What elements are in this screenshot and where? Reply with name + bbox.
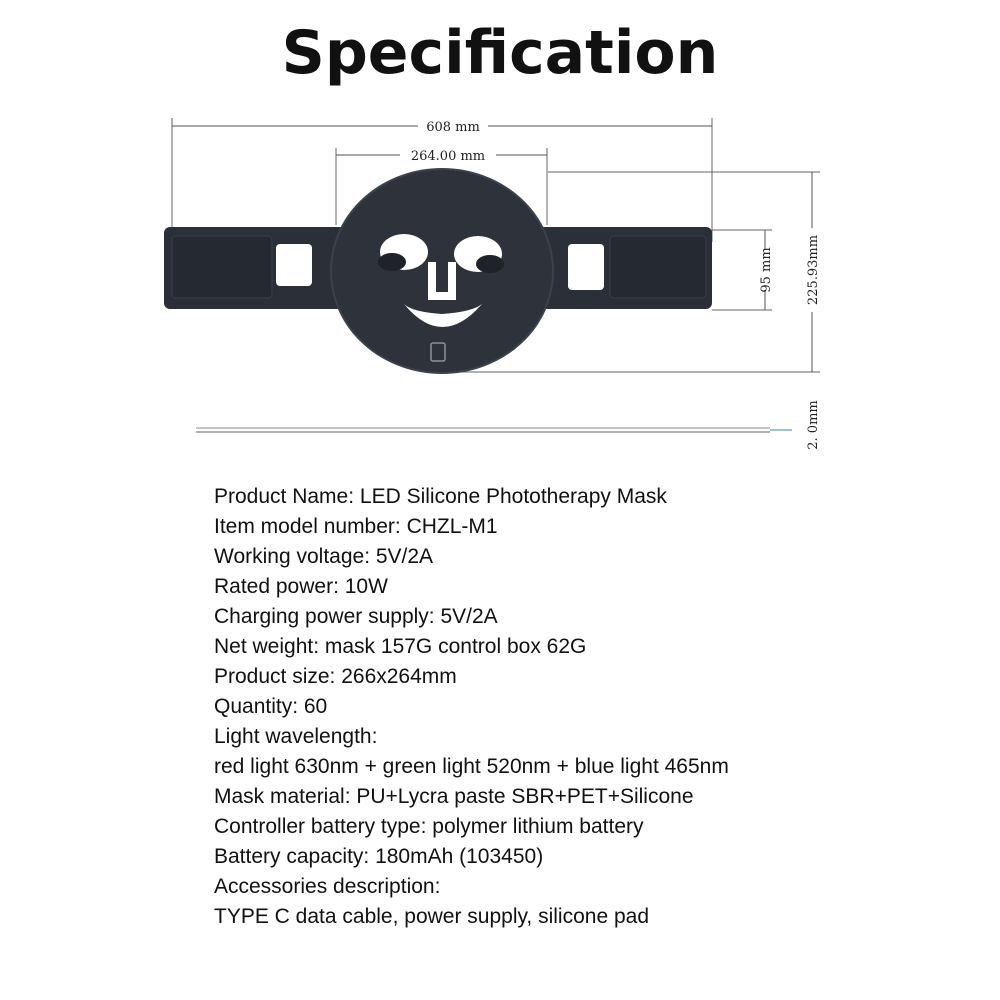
page-title: Specification: [281, 18, 719, 88]
strap-height-label: 95 mm: [759, 247, 774, 293]
spec-charging-supply: Charging power supply: 5V/2A: [214, 605, 498, 628]
spec-battery-capacity: Battery capacity: 180mAh (103450): [214, 845, 544, 868]
spec-product-size: Product size: 266x264mm: [214, 665, 457, 688]
face-height-label: 225.93mm: [806, 234, 821, 306]
spec-accessories-list: TYPE C data cable, power supply, silicone pad: [214, 905, 650, 928]
spec-model-number: Item model number: CHZL-M1: [214, 515, 498, 538]
spec-mask-material: Mask material: PU+Lycra paste SBR+PET+Silicone: [214, 785, 694, 808]
spec-list: [214, 482, 974, 932]
thickness-label: 2. 0mm: [806, 400, 821, 450]
face-width-label: 264.00 mm: [410, 149, 486, 164]
mask-image: [164, 169, 712, 373]
total-width-label: 608 mm: [426, 120, 480, 135]
mask-dimension-diagram: [0, 0, 1000, 470]
strap-height-dimension: [712, 230, 774, 310]
spec-light-wavelength: Light wavelength:: [214, 725, 378, 748]
spec-accessories-heading: Accessories description:: [214, 875, 441, 898]
spec-wavelength-values: red light 630nm + green light 520nm + blue light 465nm: [214, 755, 729, 778]
spec-working-voltage: Working voltage: 5V/2A: [214, 545, 434, 568]
spec-rated-power: Rated power: 10W: [214, 575, 388, 598]
spec-battery-type: Controller battery type: polymer lithium battery: [214, 815, 644, 838]
thickness-dimension: [196, 400, 821, 449]
spec-product-name: Product Name: LED Silicone Phototherapy Mask: [214, 485, 667, 508]
spec-quantity: Quantity: 60: [214, 695, 328, 718]
spec-net-weight: Net weight: mask 157G control box 62G: [214, 635, 587, 658]
